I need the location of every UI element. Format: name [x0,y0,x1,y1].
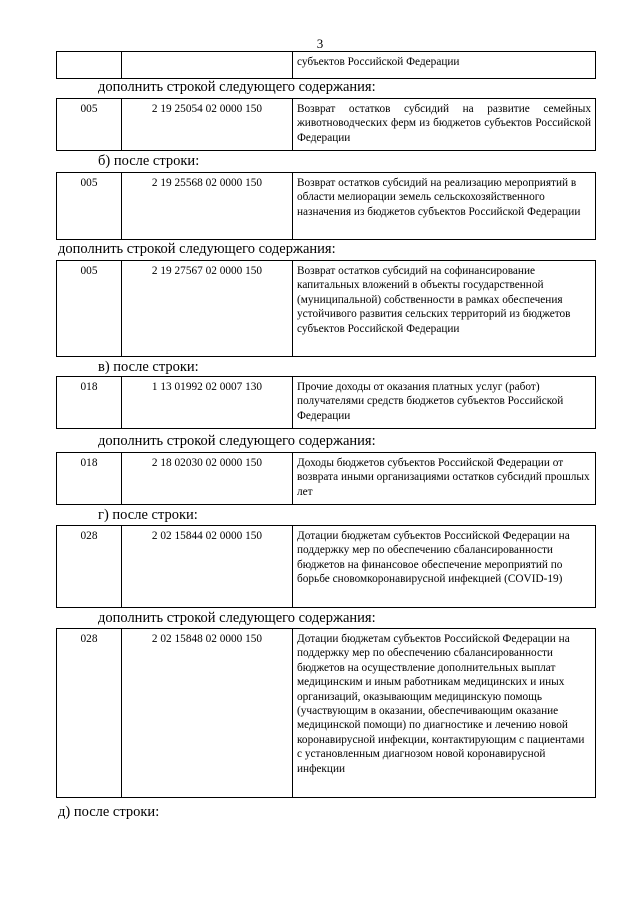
table-row [56,172,596,240]
table-row [56,376,596,429]
row-code: 028 [57,629,122,798]
row-code: 005 [57,261,122,357]
row-name: Доходы бюджетов субъектов Российской Федерации от возврата иными организациями остатков субсидий прошлых лет [293,453,596,505]
row-name: Прочие доходы от оказания платных услуг (работ) получателями средств бюджетов субъектов Российской Федерации [293,377,596,429]
row-code: 005 [57,99,122,151]
row-name: субъектов Российской Федерации [293,52,596,79]
table-row [56,628,596,798]
section-intro: б) после строки: [98,153,200,169]
row-kbk: 2 02 15844 02 0000 150 [122,526,293,608]
row-name: Возврат остатков субсидий на развитие семейных животноводческих ферм из бюджетов субъектов Российской Федерации [293,99,596,151]
row-kbk: 2 18 02030 02 0000 150 [122,453,293,505]
table-row [56,525,596,608]
row-kbk [122,52,293,79]
section-intro: дополнить строкой следующего содержания: [58,241,336,257]
row-name: Возврат остатков субсидий на софинансирование капитальных вложений в объекты государственной (муниципальной) собственности в рамках обеспечения устойчивого развития сельских территорий из бюджетов субъектов Российской Федерации [293,261,596,357]
row-code [57,52,122,79]
row-name: Дотации бюджетам субъектов Российской Федерации на поддержку мер по обеспечению сбалансированности бюджетов на осуществление дополнительных выплат медицинским и иным работникам медицинских и иных организаций, оказывающим медицинскую помощь (участвующим в оказании, обеспечивающим оказание медицинской помощи) по диагностике и лечению новой коронавирусной инфекции, контактирующим с пациентами с установленным диагнозом новой коронавирусной инфекции [293,629,596,798]
row-kbk: 1 13 01992 02 0007 130 [122,377,293,429]
table-row [56,98,596,151]
row-kbk: 2 19 25568 02 0000 150 [122,173,293,240]
row-kbk: 2 19 25054 02 0000 150 [122,99,293,151]
table-row [56,260,596,357]
row-code: 018 [57,377,122,429]
page-number: 3 [316,36,324,51]
section-intro: дополнить строкой следующего содержания: [98,433,376,449]
section-intro: д) после строки: [58,804,160,820]
row-kbk: 2 02 15848 02 0000 150 [122,629,293,798]
section-intro: дополнить строкой следующего содержания: [98,79,376,95]
row-code: 005 [57,173,122,240]
table-row [56,51,596,79]
section-intro: дополнить строкой следующего содержания: [98,610,376,626]
row-name: Возврат остатков субсидий на реализацию мероприятий в области мелиорации земель сельскохозяйственного назначения из бюджетов субъектов Российской Федерации [293,173,596,240]
section-intro: г) после строки: [98,507,198,523]
row-code: 018 [57,453,122,505]
row-code: 028 [57,526,122,608]
table-row [56,452,596,505]
row-kbk: 2 19 27567 02 0000 150 [122,261,293,357]
row-name: Дотации бюджетам субъектов Российской Федерации на поддержку мер по обеспечению сбалансированности бюджетов на финансовое обеспечение мероприятий по борьбе сновомкоронавирусной инфекцией (COVID-19) [293,526,596,608]
section-intro: в) после строки: [98,359,199,375]
